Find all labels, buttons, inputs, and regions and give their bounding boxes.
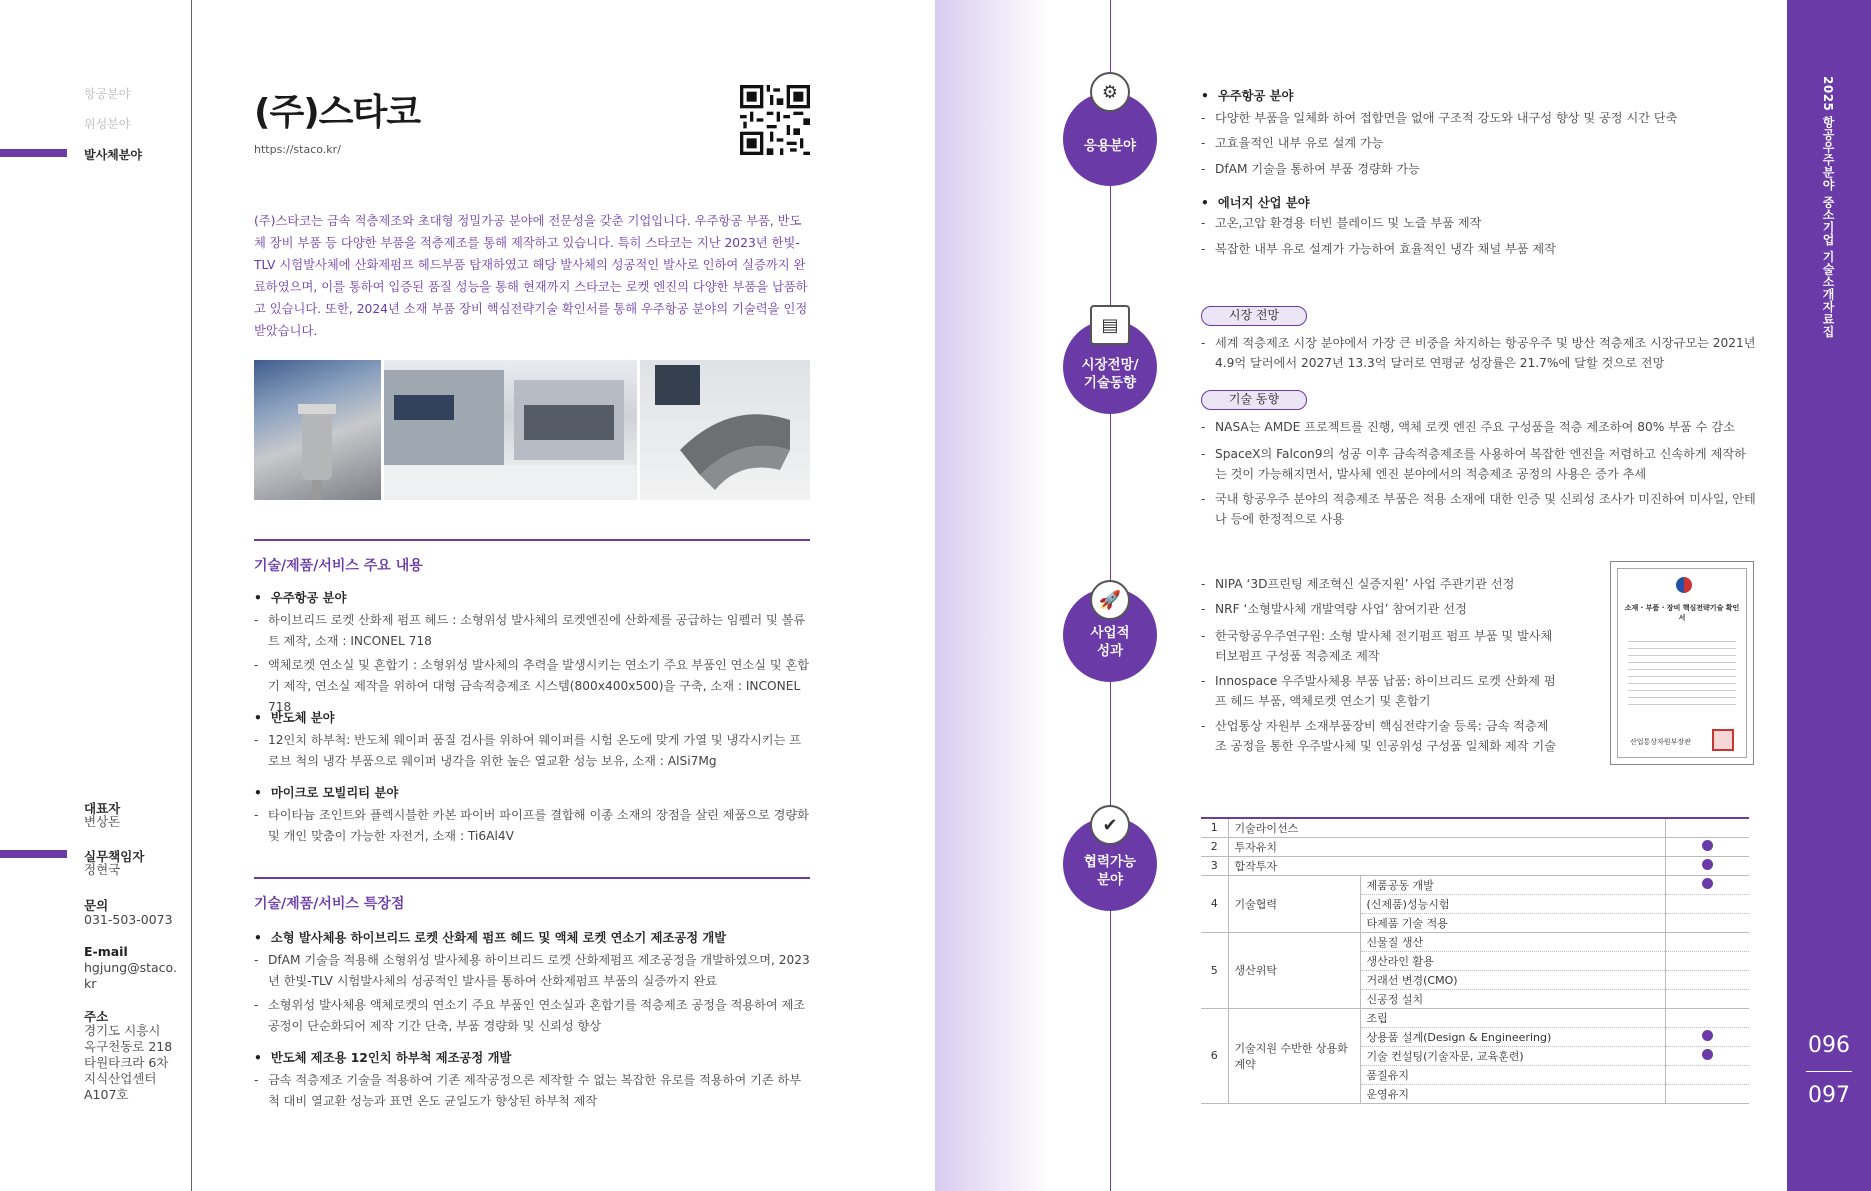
row-mark bbox=[1665, 856, 1749, 875]
report-chart-icon: ▤ bbox=[1090, 305, 1130, 345]
row-subcategory: 기술 컨설팅(기술자문, 교육훈련) bbox=[1360, 1046, 1665, 1065]
section1-rule bbox=[254, 539, 810, 541]
company-url[interactable]: https://staco.kr/ bbox=[254, 143, 341, 156]
email-label: E-mail bbox=[84, 944, 128, 959]
row-mark bbox=[1665, 951, 1749, 970]
s1-item: - 액체로켓 연소실 및 혼합기 : 소형위성 발사체의 추력을 발생시키는 연소기 주요 부품인 연소실 및 혼합기 제작, 연소실 제작을 위하여 대형 금속적층제조 시스템(800x400x500)을 구축, 소재 : INCONEL 718 bbox=[254, 655, 810, 718]
s2-item: - 소형위성 발사체용 액체로켓의 연소기 주요 부품인 연소실과 혼합기를 적층제조 공정을 적용하여 제조공정이 단순화되어 제작 기간 단축, 부품 경량화 및 신뢰성 향상 bbox=[254, 995, 810, 1037]
tech-item: - SpaceX의 Falcon9의 성공 이후 금속적층제조를 사용하여 복잡한 엔진을 저렴하고 신속하게 제작하는 것이 가능해지면서, 발사체 엔진 분야에서의 적층제조 공정의 사용은 증가 추세 bbox=[1201, 444, 1757, 484]
row-mark bbox=[1665, 1046, 1749, 1065]
manager-value: 정현국 bbox=[84, 862, 121, 877]
phone-value: 031-503-0073 bbox=[84, 912, 173, 927]
certificate-image bbox=[1610, 561, 1754, 765]
email-value[interactable]: hgjung@staco.kr bbox=[84, 960, 177, 991]
s1-group-head: • 우주항공 분야 bbox=[254, 588, 810, 606]
photo-metal-part bbox=[640, 360, 810, 500]
biz-item: - NRF ‘소형발사체 개발역량 사업’ 참여기관 선정 bbox=[1201, 599, 1556, 619]
app-item: - 고효율적인 내부 유로 설계 가능 bbox=[1201, 133, 1384, 153]
row-mark bbox=[1665, 970, 1749, 989]
app-item: - 다양한 부품을 일체화 하여 접합면을 없애 구조적 강도와 내구성 향상 및 공정 시간 단축 bbox=[1201, 108, 1677, 128]
row-subcategory: 신물질 생산 bbox=[1360, 932, 1665, 951]
row-subcategory: 조립 bbox=[1360, 1008, 1665, 1027]
market-item: - 세계 적층제조 시장 분야에서 가장 큰 비중을 차지하는 항공우주 및 방산 적층제조 시장규모는 2021년 4.9억 달러에서 2027년 13.3억 달러로 연평균 성장률은 21.7%에 달할 것으로 전망 bbox=[1201, 333, 1757, 373]
section2-rule bbox=[254, 877, 810, 879]
table-row bbox=[1201, 837, 1749, 856]
ceo-value: 변상돈 bbox=[84, 814, 121, 829]
publication-title: 2025 항공우주분야 중소기업 기술소개자료집 bbox=[1821, 76, 1835, 338]
s1-item: - 타이타늄 조인트와 플렉시블한 카본 파이버 파이프를 결합해 이종 소재의 장점을 살린 제품으로 경량화 및 개인 맞춤이 가능한 자전거, 소재 : Ti6Al4V bbox=[254, 805, 810, 847]
biz-item: - 한국항공우주연구원: 소형 발사체 전기펌프 펌프 부품 및 발사체 터보펌프 구성품 적층제조 제작 bbox=[1201, 626, 1556, 666]
nav-item-aviation[interactable]: 항공분야 bbox=[84, 87, 131, 101]
manager-bar bbox=[0, 850, 67, 858]
row-subcategory: 운영유지 bbox=[1360, 1084, 1665, 1103]
rocket-icon: 🚀 bbox=[1090, 580, 1130, 620]
phone-label: 문의 bbox=[84, 898, 109, 913]
certificate-body bbox=[1628, 635, 1736, 705]
row-mark bbox=[1665, 1084, 1749, 1103]
s2-item: - 금속 적층제조 기술을 적용하여 기존 제작공정으론 제작할 수 없는 복잡한 유로를 적용하여 기존 하부척 대비 열교환 성능과 표면 온도 균일도가 향상된 하부척 제작 bbox=[254, 1070, 810, 1112]
nav-item-satellite[interactable]: 위성분야 bbox=[84, 117, 131, 131]
app-item: - DfAM 기술을 통하여 부품 경량화 가능 bbox=[1201, 159, 1420, 179]
s1-group-head: • 마이크로 모빌리티 분야 bbox=[254, 783, 810, 801]
page-number-right: 097 bbox=[1808, 1083, 1850, 1108]
company-intro: (주)스타코는 금속 적층제조와 초대형 정밀가공 분야에 전문성을 갖춘 기업입니다. 우주항공 부품, 반도체 장비 부품 등 다양한 부품을 적층제조를 통해 제작하고 있습니다. 특히 스타코는 지난 2023년 한빛-TLV 시험발사체에 산화제펌프 헤드부품 탑재하였고 해당 발사체의 성공적인 발사로 인하여 실증까지 완료하였으며, 이를 통하여 입증된 품질 성능을 통해 현재까지 스타코는 로켓 엔진의 다양한 부품을 납품하고 있습니다. 또한, 2024년 소재 부품 장비 핵심전략기술 확인서를 통해 우주항공 분야의 기술력을 인정받았습니다. bbox=[254, 214, 808, 338]
section1-title: 기술/제품/서비스 주요 내용 bbox=[254, 558, 423, 574]
circle-application: 응용분야 bbox=[1063, 92, 1157, 186]
left-divider bbox=[191, 0, 192, 1191]
selected-dot bbox=[1702, 840, 1713, 851]
app-group-head: • 에너지 산업 분야 bbox=[1201, 193, 1310, 211]
emblem-icon bbox=[1676, 577, 1692, 593]
row-mark bbox=[1665, 913, 1749, 932]
pill-tech-trend: 기술 동향 bbox=[1201, 390, 1307, 410]
row-category: 기술협력 bbox=[1228, 875, 1360, 932]
gear-icon: ⚙ bbox=[1090, 72, 1130, 112]
row-mark bbox=[1665, 932, 1749, 951]
spine-gradient bbox=[935, 0, 1050, 1191]
app-item: - 복잡한 내부 유로 설계가 가능하여 효율적인 냉각 채널 부품 제작 bbox=[1201, 239, 1556, 259]
row-number: 2 bbox=[1201, 837, 1228, 856]
circle-business: 사업적 성과 bbox=[1063, 588, 1157, 682]
biz-item: - Innospace 우주발사체용 부품 납품: 하이브리드 로켓 산화제 펌프 헤드 부품, 액체로켓 연소기 및 혼합기 bbox=[1201, 671, 1556, 711]
ceo-label: 대표자 bbox=[84, 801, 121, 816]
selected-dot bbox=[1702, 878, 1713, 889]
row-number: 3 bbox=[1201, 856, 1228, 875]
address-value: 경기도 시흥시 옥구천동로 218 타원타크라 6차 지식산업센터 A107호 bbox=[84, 1023, 173, 1102]
page-number-left: 096 bbox=[1808, 1033, 1850, 1058]
row-number: 6 bbox=[1201, 1008, 1228, 1103]
product-photos bbox=[254, 360, 810, 500]
row-category: 기술지원 수반한 상용화 계약 bbox=[1228, 1008, 1360, 1103]
section2-title: 기술/제품/서비스 특장점 bbox=[254, 896, 405, 912]
row-category: 기술라이선스 bbox=[1228, 818, 1665, 837]
table-row bbox=[1201, 1008, 1749, 1027]
row-subcategory: 품질유지 bbox=[1360, 1065, 1665, 1084]
tech-item: - 국내 항공우주 분야의 적층제조 부품은 적용 소재에 대한 인증 및 신뢰성 조사가 미진하여 미사일, 안테나 등에 한정적으로 사용 bbox=[1201, 489, 1757, 529]
row-number: 5 bbox=[1201, 932, 1228, 1008]
circle-cooperation: 협력가능 분야 bbox=[1063, 817, 1157, 911]
row-subcategory: 상용품 설계(Design & Engineering) bbox=[1360, 1027, 1665, 1046]
selected-dot bbox=[1702, 1049, 1713, 1060]
row-mark bbox=[1665, 1027, 1749, 1046]
s2-item: - DfAM 기술을 적용해 소형위성 발사체용 하이브리드 로켓 산화제펌프 제조공정을 개발하였으며, 2023년 한빛-TLV 시험발사체의 성공적인 발사를 통하여 산화제펌프 부품의 실증까지 완료 bbox=[254, 950, 810, 992]
row-subcategory: 제품공동 개발 bbox=[1360, 875, 1665, 894]
row-number: 4 bbox=[1201, 875, 1228, 932]
app-group-head: • 우주항공 분야 bbox=[1201, 86, 1293, 104]
photo-rocket-part bbox=[254, 360, 381, 500]
app-item: - 고온,고압 환경용 터빈 블레이드 및 노즐 부품 제작 bbox=[1201, 213, 1481, 233]
row-category: 생산위탁 bbox=[1228, 932, 1360, 1008]
row-mark bbox=[1665, 837, 1749, 856]
company-title: (주)스타코 bbox=[254, 92, 421, 133]
selected-dot bbox=[1702, 859, 1713, 870]
badge-check-icon: ✔ bbox=[1090, 805, 1130, 845]
photo-printer-system bbox=[384, 360, 637, 500]
table-row bbox=[1201, 932, 1749, 951]
selected-dot bbox=[1702, 1030, 1713, 1041]
cooperation-table bbox=[1201, 817, 1749, 1104]
row-subcategory: 타제품 기술 적용 bbox=[1360, 913, 1665, 932]
row-mark bbox=[1665, 894, 1749, 913]
manager-label: 실무책임자 bbox=[84, 849, 145, 864]
row-category: 투자유치 bbox=[1228, 837, 1665, 856]
qr-code[interactable] bbox=[740, 85, 810, 155]
tech-item: - NASA는 AMDE 프로젝트를 진행, 액체 로켓 엔진 주요 구성품을 적층 제조하여 80% 부품 수 감소 bbox=[1201, 417, 1757, 437]
row-subcategory: (신제품)성능시험 bbox=[1360, 894, 1665, 913]
page-number-divider bbox=[1806, 1071, 1852, 1072]
row-mark bbox=[1665, 1065, 1749, 1084]
pill-market-outlook: 시장 전망 bbox=[1201, 306, 1307, 326]
s1-item: - 하이브리드 로켓 산화제 펌프 헤드 : 소형위성 발사체의 로켓엔진에 산화제를 공급하는 임펠러 및 볼류트 제작, 소재 : INCONEL 718 bbox=[254, 610, 810, 652]
row-mark bbox=[1665, 875, 1749, 894]
row-mark bbox=[1665, 818, 1749, 837]
table-row bbox=[1201, 818, 1749, 837]
nav-active-bar bbox=[0, 149, 67, 157]
row-mark bbox=[1665, 989, 1749, 1008]
table-row bbox=[1201, 856, 1749, 875]
s1-group-head: • 반도체 분야 bbox=[254, 708, 810, 726]
row-number: 1 bbox=[1201, 818, 1228, 837]
s2-group-head: • 반도체 제조용 12인치 하부척 제조공정 개발 bbox=[254, 1048, 810, 1066]
row-subcategory: 신공정 설치 bbox=[1360, 989, 1665, 1008]
row-subcategory: 거래선 변경(CMO) bbox=[1360, 970, 1665, 989]
row-category: 합작투자 bbox=[1228, 856, 1665, 875]
nav-item-launcher[interactable]: 발사체분야 bbox=[84, 148, 142, 162]
circle-market: 시장전망/ 기술동향 bbox=[1063, 320, 1157, 414]
biz-item: - NIPA ‘3D프린팅 제조혁신 실증지원’ 사업 주관기관 선정 bbox=[1201, 574, 1556, 594]
certificate-title: 소재 · 부품 · 장비 핵심전략기술 확인서 bbox=[1624, 604, 1740, 622]
s1-item: - 12인치 하부척: 반도체 웨이퍼 품질 검사를 위하여 웨이퍼를 시험 온도에 맞게 가열 및 냉각시키는 프로브 척의 냉각 부품으로 웨이퍼 냉각을 위한 높은 열교환 성능 보유, 소재 : AlSi7Mg bbox=[254, 730, 810, 772]
address-label: 주소 bbox=[84, 1009, 109, 1024]
certificate-signer: 산업통상자원부장관 bbox=[1630, 738, 1691, 746]
s2-group-head: • 소형 발사체용 하이브리드 로켓 산화제 펌프 헤드 및 액체 로켓 연소기 제조공정 개발 bbox=[254, 928, 810, 946]
row-subcategory: 생산라인 활용 bbox=[1360, 951, 1665, 970]
official-seal bbox=[1712, 729, 1734, 751]
biz-item: - 산업통상 자원부 소재부품장비 핵심전략기술 등록: 금속 적층제조 공정을 통한 우주발사체 및 인공위성 구성품 일체화 제작 기술 bbox=[1201, 716, 1556, 756]
table-row bbox=[1201, 875, 1749, 894]
row-mark bbox=[1665, 1008, 1749, 1027]
